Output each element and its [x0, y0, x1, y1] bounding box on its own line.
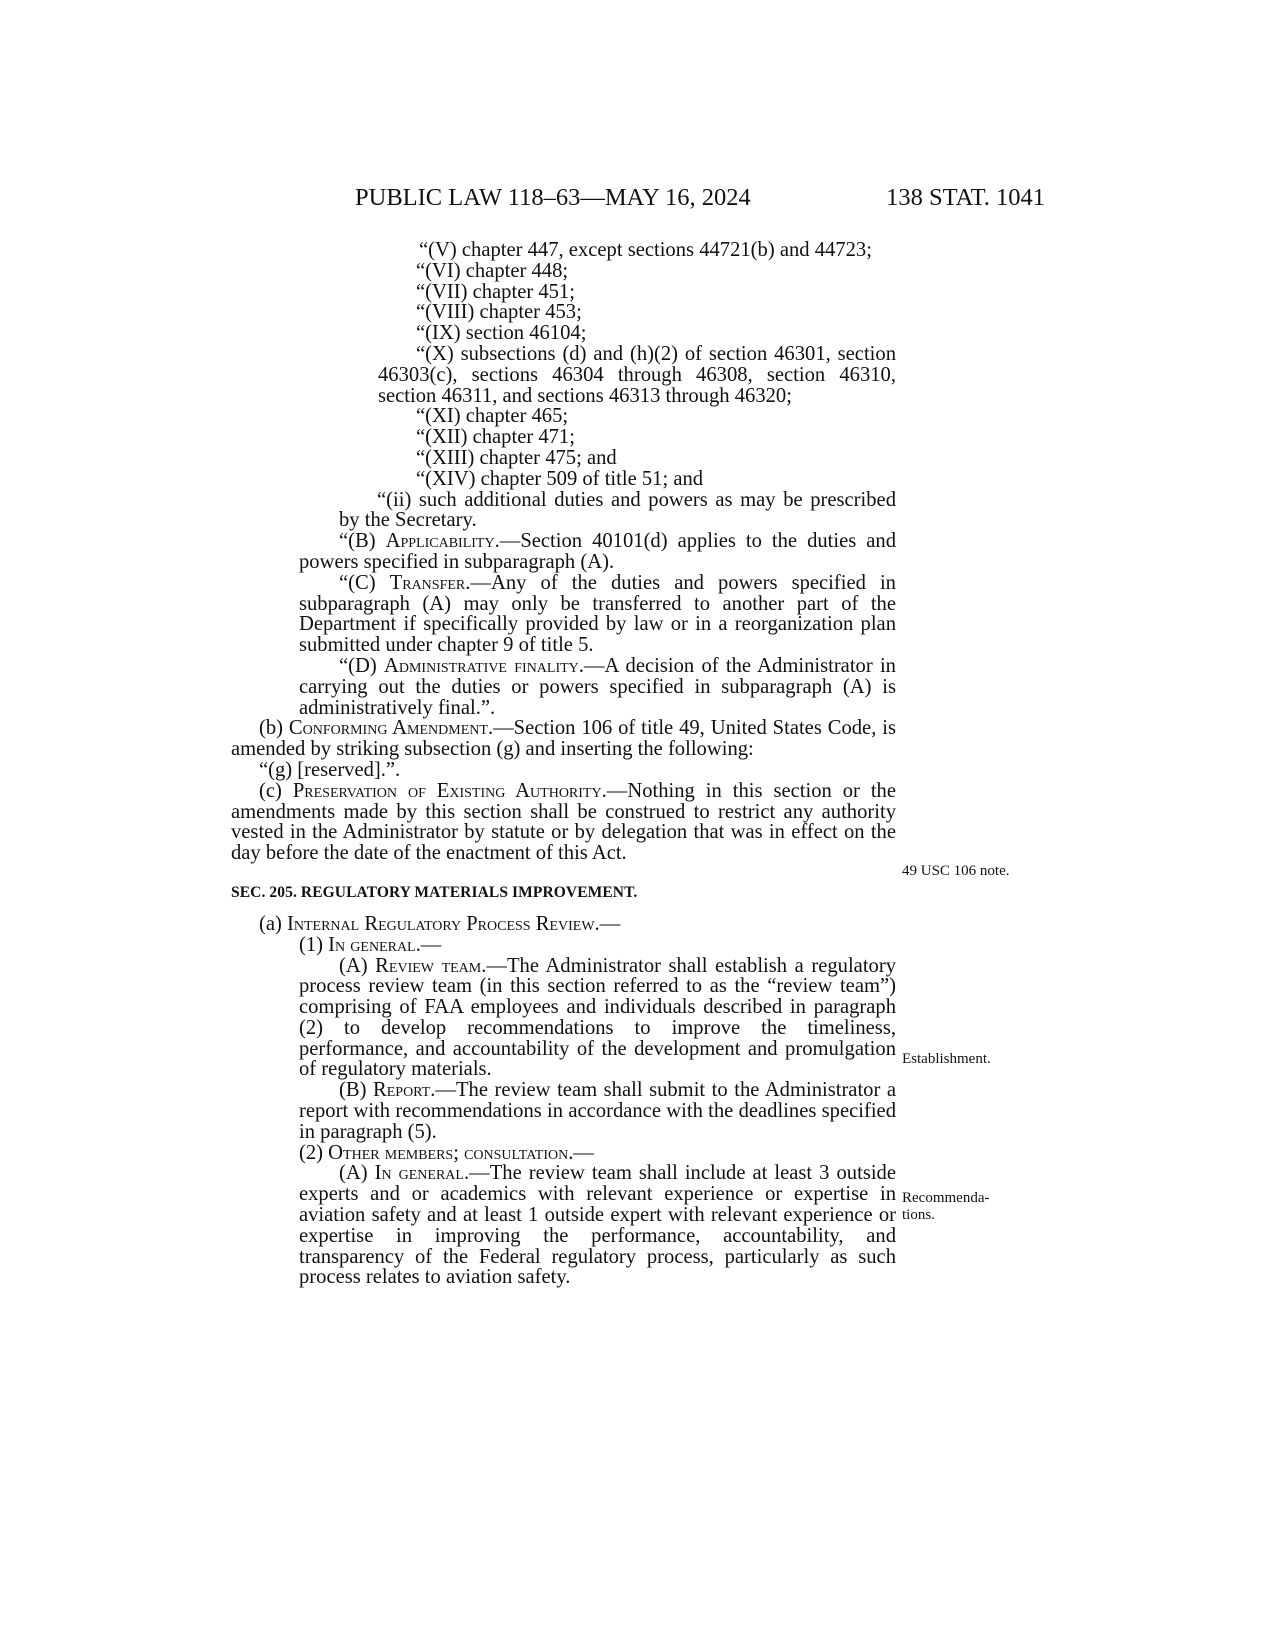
paragraph-2-dash: .— — [568, 1141, 594, 1164]
margin-note-recommendations — [902, 1190, 989, 1224]
clause-vii: “(VII) chapter 451; — [416, 280, 575, 303]
subsection-a-dash: .— — [594, 912, 621, 935]
in-general-label: (A) — [339, 1162, 375, 1185]
margin-note-establishment: Establishment. — [902, 1051, 991, 1067]
margin-note-recommendations-line1: Recommenda- — [902, 1190, 990, 1206]
report-label: (B) — [339, 1079, 373, 1102]
subparagraph-b-report — [231, 1080, 896, 1142]
paragraph-1-dash: .— — [415, 933, 442, 956]
subsection-a-label: (a) — [259, 912, 288, 935]
clause-x: “(X) subsections (d) and (h)(2) of section 46301, section 46303(c), sections 46304 through 46308, section 46310, section 46311, and sections 46313 through 46320; — [378, 342, 896, 407]
subparagraph-b-text: .—Section 40101(d) applies to the duties and powers specified in subparagraph (A). — [299, 530, 896, 573]
subsection-c-preservation — [231, 781, 896, 864]
clause-vi: “(VI) chapter 448; — [416, 259, 569, 282]
subparagraph-c-transfer — [231, 573, 896, 656]
clause-v: “(V) chapter 447, except sections 44721(b) and 44723; — [419, 239, 872, 261]
subsection-b-text: .—Section 106 of title 49, United States Code, is amended by striking subsection (g) and inserting the following: — [231, 717, 896, 761]
subparagraph-d-label: “(D) — [339, 654, 384, 677]
clause-xii: “(XII) chapter 471; — [416, 426, 575, 449]
review-team-label: (A) — [339, 954, 376, 977]
paragraph-2-label: (2) — [299, 1141, 329, 1164]
subparagraph-b-label: “(B) — [339, 530, 386, 553]
review-team-text: .—The Administrator shall establish a regulatory process review team (in this section referred to as the “review team”) comprising of FAA employees and individuals described in paragraph (2) to develop recommendations to improve the timeliness, performance, and accountability of the development and promulgation of regulatory materials. — [299, 954, 896, 1081]
paragraph-2-title: Other members; consultation — [328, 1141, 569, 1164]
report-text: .—The review team shall submit to the Administrator a report with recommendations in accordance with the deadlines specified in paragraph (5). — [299, 1079, 896, 1143]
paragraph-1-heading — [231, 935, 896, 956]
margin-note-recommendations-line2: tions. — [902, 1207, 935, 1223]
subparagraph-b-applicability — [231, 531, 896, 573]
subparagraph-d-administrative-finality — [231, 656, 896, 718]
subsection-b-conforming-amendment — [231, 718, 896, 760]
section-heading: SEC. 205. REGULATORY MATERIALS IMPROVEMENT. — [231, 883, 638, 901]
subparagraph-d-text: .—A decision of the Administrator in carrying out the duties or powers specified in subparagraph (A) is administratively final.”. — [299, 654, 896, 719]
paragraph-1-label: (1) — [299, 933, 329, 956]
running-head-title: PUBLIC LAW 118–63—MAY 16, 2024 — [355, 184, 751, 211]
paragraph-2-heading — [231, 1143, 896, 1164]
paragraph-1-title: In general — [328, 933, 416, 956]
report-heading: Report — [373, 1079, 431, 1102]
subparagraph-c-label: “(C) — [339, 571, 390, 594]
subsection-c-heading: Preservation of Existing Authority — [292, 779, 602, 802]
page-header — [355, 181, 1045, 215]
margin-note-usc: 49 USC 106 note. — [902, 863, 1010, 879]
subsection-c-text: .—Nothing in this section or the amendments made by this section shall be construed to restrict any authority vested in the Administrator by statute or by delegation that was in effect on the day before the date of the enactment of this Act. — [231, 779, 896, 865]
clause-xi: “(XI) chapter 465; — [416, 405, 569, 428]
reserved-subsection-g: “(g) [reserved].”. — [259, 758, 401, 781]
subparagraph-b-heading: Applicability — [385, 530, 495, 553]
subsection-a-title: Internal Regulatory Process Review — [287, 912, 595, 935]
subparagraph-a-review-team — [231, 956, 896, 1081]
page-reference: 138 STAT. 1041 — [886, 184, 1045, 211]
subsection-b-heading: Conforming Amendment — [288, 717, 488, 740]
subsection-b-label: (b) — [259, 717, 289, 740]
review-team-heading: Review team — [375, 954, 482, 977]
in-general-text: .—The review team shall include at least 3 outside experts and or academics with relevant experience or expertise in aviation safety and at least 1 outside expert with relevant experience or expertise in improving the performance, accountability, and transparency of the Federal regulatory process, particularly as such process relates to aviation safety. — [299, 1162, 896, 1289]
subparagraph-d-heading: Administrative finality — [384, 654, 579, 677]
subparagraph-a-in-general — [231, 1163, 896, 1288]
clause-viii: “(VIII) chapter 453; — [416, 301, 582, 324]
subparagraph-c-heading: Transfer — [389, 571, 466, 594]
statute-body — [231, 240, 896, 1288]
subsection-a-heading — [231, 914, 896, 935]
clause-xiii: “(XIII) chapter 475; and — [416, 446, 617, 469]
subparagraph-c-text: .—Any of the duties and powers specified in subparagraph (A) may only be transferred to another part of the Department if specifically provided by law or in a reorganization plan submitted under chapter 9 of title 5. — [299, 571, 896, 657]
in-general-heading: In general — [374, 1162, 464, 1185]
clause-ix: “(IX) section 46104; — [416, 322, 587, 345]
subsection-c-label: (c) — [259, 779, 293, 802]
clause-xiv: “(XIV) chapter 509 of title 51; and — [416, 467, 704, 490]
clause-ii: “(ii) such additional duties and powers as may be prescribed by the Secretary. — [339, 488, 896, 532]
